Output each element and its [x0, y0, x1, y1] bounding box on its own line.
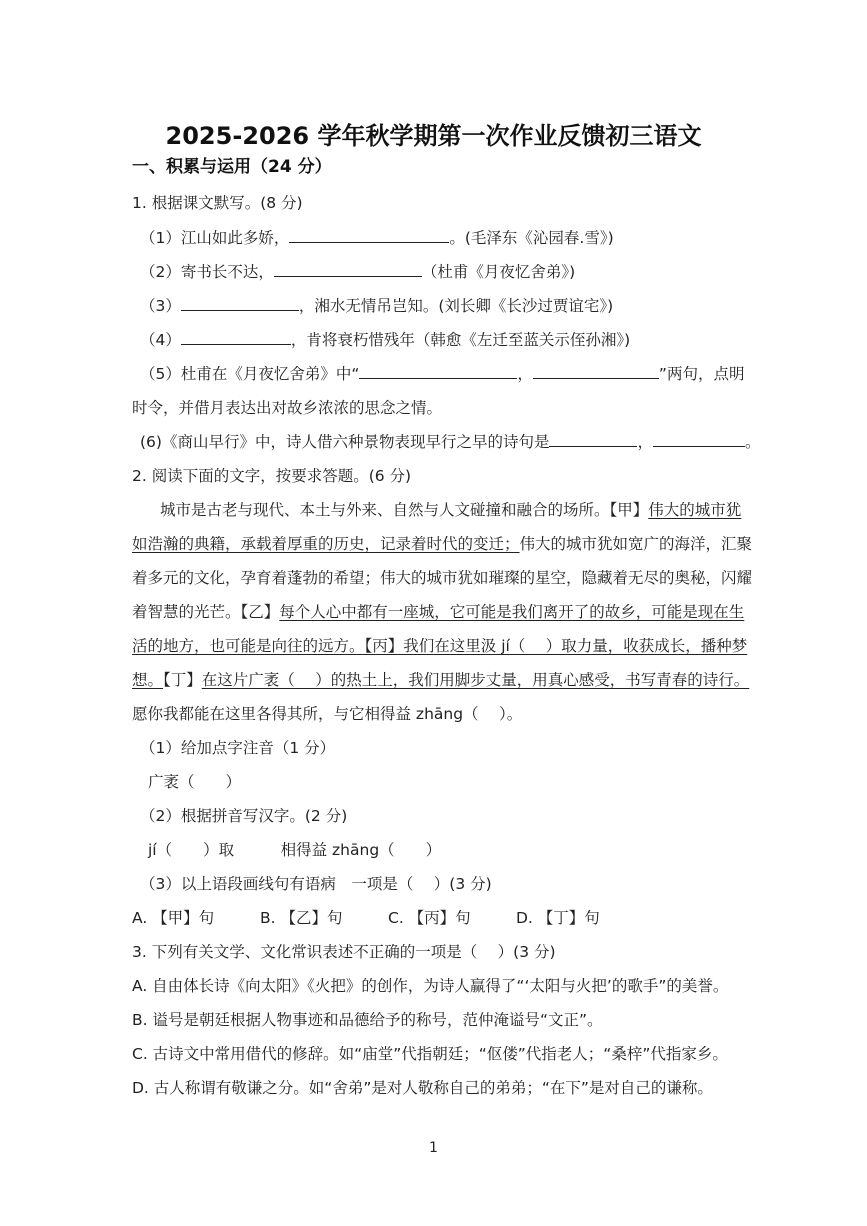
underlined-sentence: 伟大的城市犹 — [648, 501, 742, 519]
q1-item-3 — [140, 296, 613, 316]
q2-sub-2: （2）根据拼音写汉字。(2 分) — [140, 807, 348, 825]
q1-item-3-num: （3） — [140, 297, 181, 315]
q1-item-5-cont: 时令，并借月表达出对故乡浓浓的思念之情。 — [132, 399, 443, 417]
q1-item-6 — [140, 432, 761, 452]
passage-line-6 — [132, 670, 749, 690]
q1-item-4-text: ，肯将衰朽惜残年（韩愈《左迁至蓝关示侄孙湘》) — [290, 331, 631, 349]
passage-text: 【丁】 — [163, 671, 202, 689]
q2-sub-3: （3）以上语段画线句有语病 一项是（ ）(3 分) — [140, 875, 492, 893]
q1-item-6-comma: ， — [637, 433, 653, 451]
answer-blank[interactable] — [653, 432, 745, 447]
q1-item-2-source: （杜甫《月夜忆舍弟》) — [421, 263, 576, 281]
passage-line-4 — [132, 602, 744, 622]
q2-option-b[interactable]: B. 【乙】句 — [260, 909, 343, 927]
q3-option-c[interactable]: C. 古诗文中常用借代的修辞。如“庙堂”代指朝廷；“伛偻”代指老人；“桑梓”代指家乡。 — [132, 1045, 728, 1063]
underlined-sentence: 每个人心中都有一座城，它可能是我们离开了的故乡，可能是现在生 — [279, 603, 745, 621]
q1-item-5-tail: ”两句，点明 — [658, 365, 745, 383]
underlined-sentence: 活的地方，也可能是向往的远方。 — [132, 637, 365, 655]
q1-item-1-source: 。(毛泽东《沁园春.雪》) — [449, 229, 614, 247]
q3-stem: 3. 下列有关文学、文化常识表述不正确的一项是（ ）(3 分) — [132, 943, 556, 961]
answer-blank[interactable] — [274, 262, 422, 277]
page-number: 1 — [429, 1140, 438, 1156]
passage-line-3: 着多元的文化，孕育着蓬勃的希望；伟大的城市犹如璀璨的星空，隐藏着无尽的奥秘，闪耀 — [132, 569, 753, 587]
q2-sub-1: （1）给加点字注音（1 分） — [140, 739, 336, 757]
answer-blank[interactable] — [181, 296, 299, 311]
answer-blank[interactable] — [549, 432, 637, 447]
passage-line-1 — [160, 500, 741, 520]
q1-item-5 — [140, 364, 744, 384]
passage-line-5 — [132, 636, 747, 656]
q1-item-3-text: ，湘水无情吊岂知。(刘长卿《长沙过贾谊宅》) — [298, 297, 614, 315]
q2-sub-1-answer: 广袤（ ） — [148, 773, 242, 791]
answer-blank[interactable] — [533, 364, 659, 379]
q2-stem: 2. 阅读下面的文字，按要求答题。(6 分) — [132, 467, 412, 485]
passage-text: 着智慧的光芒。【乙】 — [132, 603, 280, 621]
page-title: 2025-2026 学年秋学期第一次作业反馈初三语文 — [165, 122, 702, 150]
answer-blank[interactable] — [359, 364, 517, 379]
q1-item-1-text: （1）江山如此多娇， — [140, 229, 290, 247]
q2-sub-2-answer: jí（ ）取 相得益 zhāng（ ） — [148, 841, 442, 859]
passage-text: 伟大的城市犹如宽广的海洋，汇聚 — [519, 535, 753, 553]
q1-item-4-num: （4） — [140, 331, 181, 349]
passage-line-2 — [132, 534, 752, 554]
passage-line-7: 愿你我都能在这里各得其所，与它相得益 zhāng（ ）。 — [132, 705, 523, 723]
section-heading: 一、积累与运用（24 分） — [132, 157, 332, 177]
q2-option-d[interactable]: D. 【丁】句 — [516, 909, 600, 927]
q1-item-4 — [140, 330, 630, 350]
answer-blank[interactable] — [181, 330, 291, 345]
q1-item-5-text: （5）杜甫在《月夜忆舍弟》中“ — [140, 365, 360, 383]
q1-item-5-comma: ， — [517, 365, 533, 383]
underlined-sentence: 如浩瀚的典籍，承载着厚重的历史，记录着时代的变迁； — [132, 535, 520, 553]
underlined-sentence: 在这片广袤（ ）的热土上，我们用脚步丈量，用真心感受，书写青春的诗行。 — [201, 671, 750, 689]
underlined-sentence: 想。 — [132, 671, 164, 689]
answer-blank[interactable] — [289, 228, 449, 243]
q3-option-b[interactable]: B. 谥号是朝廷根据人物事迹和品德给予的称号，范仲淹谥号“文正”。 — [132, 1011, 603, 1029]
q2-option-c[interactable]: C. 【丙】句 — [388, 909, 471, 927]
q1-item-6-text: (6)《商山早行》中，诗人借六种景物表现早行之早的诗句是 — [140, 433, 550, 451]
q1-item-1 — [140, 228, 614, 248]
q1-item-2-text: （2）寄书长不达， — [140, 263, 274, 281]
q3-option-d[interactable]: D. 古人称谓有敬谦之分。如“舍弟”是对人敬称自己的弟弟；“在下”是对自己的谦称。 — [132, 1079, 713, 1097]
underlined-sentence: 【丙】我们在这里汲 jí（ ）取力量，收获成长，播种梦 — [364, 637, 748, 655]
q2-option-a[interactable]: A. 【甲】句 — [132, 909, 215, 927]
q1-item-6-end: 。 — [744, 433, 761, 451]
q1-item-2 — [140, 262, 575, 282]
q3-option-a[interactable]: A. 自由体长诗《向太阳》《火把》的创作，为诗人赢得了“‘太阳与火把’的歌手”的美誉。 — [132, 977, 729, 995]
q1-stem: 1. 根据课文默写。(8 分) — [132, 194, 303, 212]
passage-text: 城市是古老与现代、本土与外来、自然与人文碰撞和融合的场所。【甲】 — [160, 501, 649, 519]
